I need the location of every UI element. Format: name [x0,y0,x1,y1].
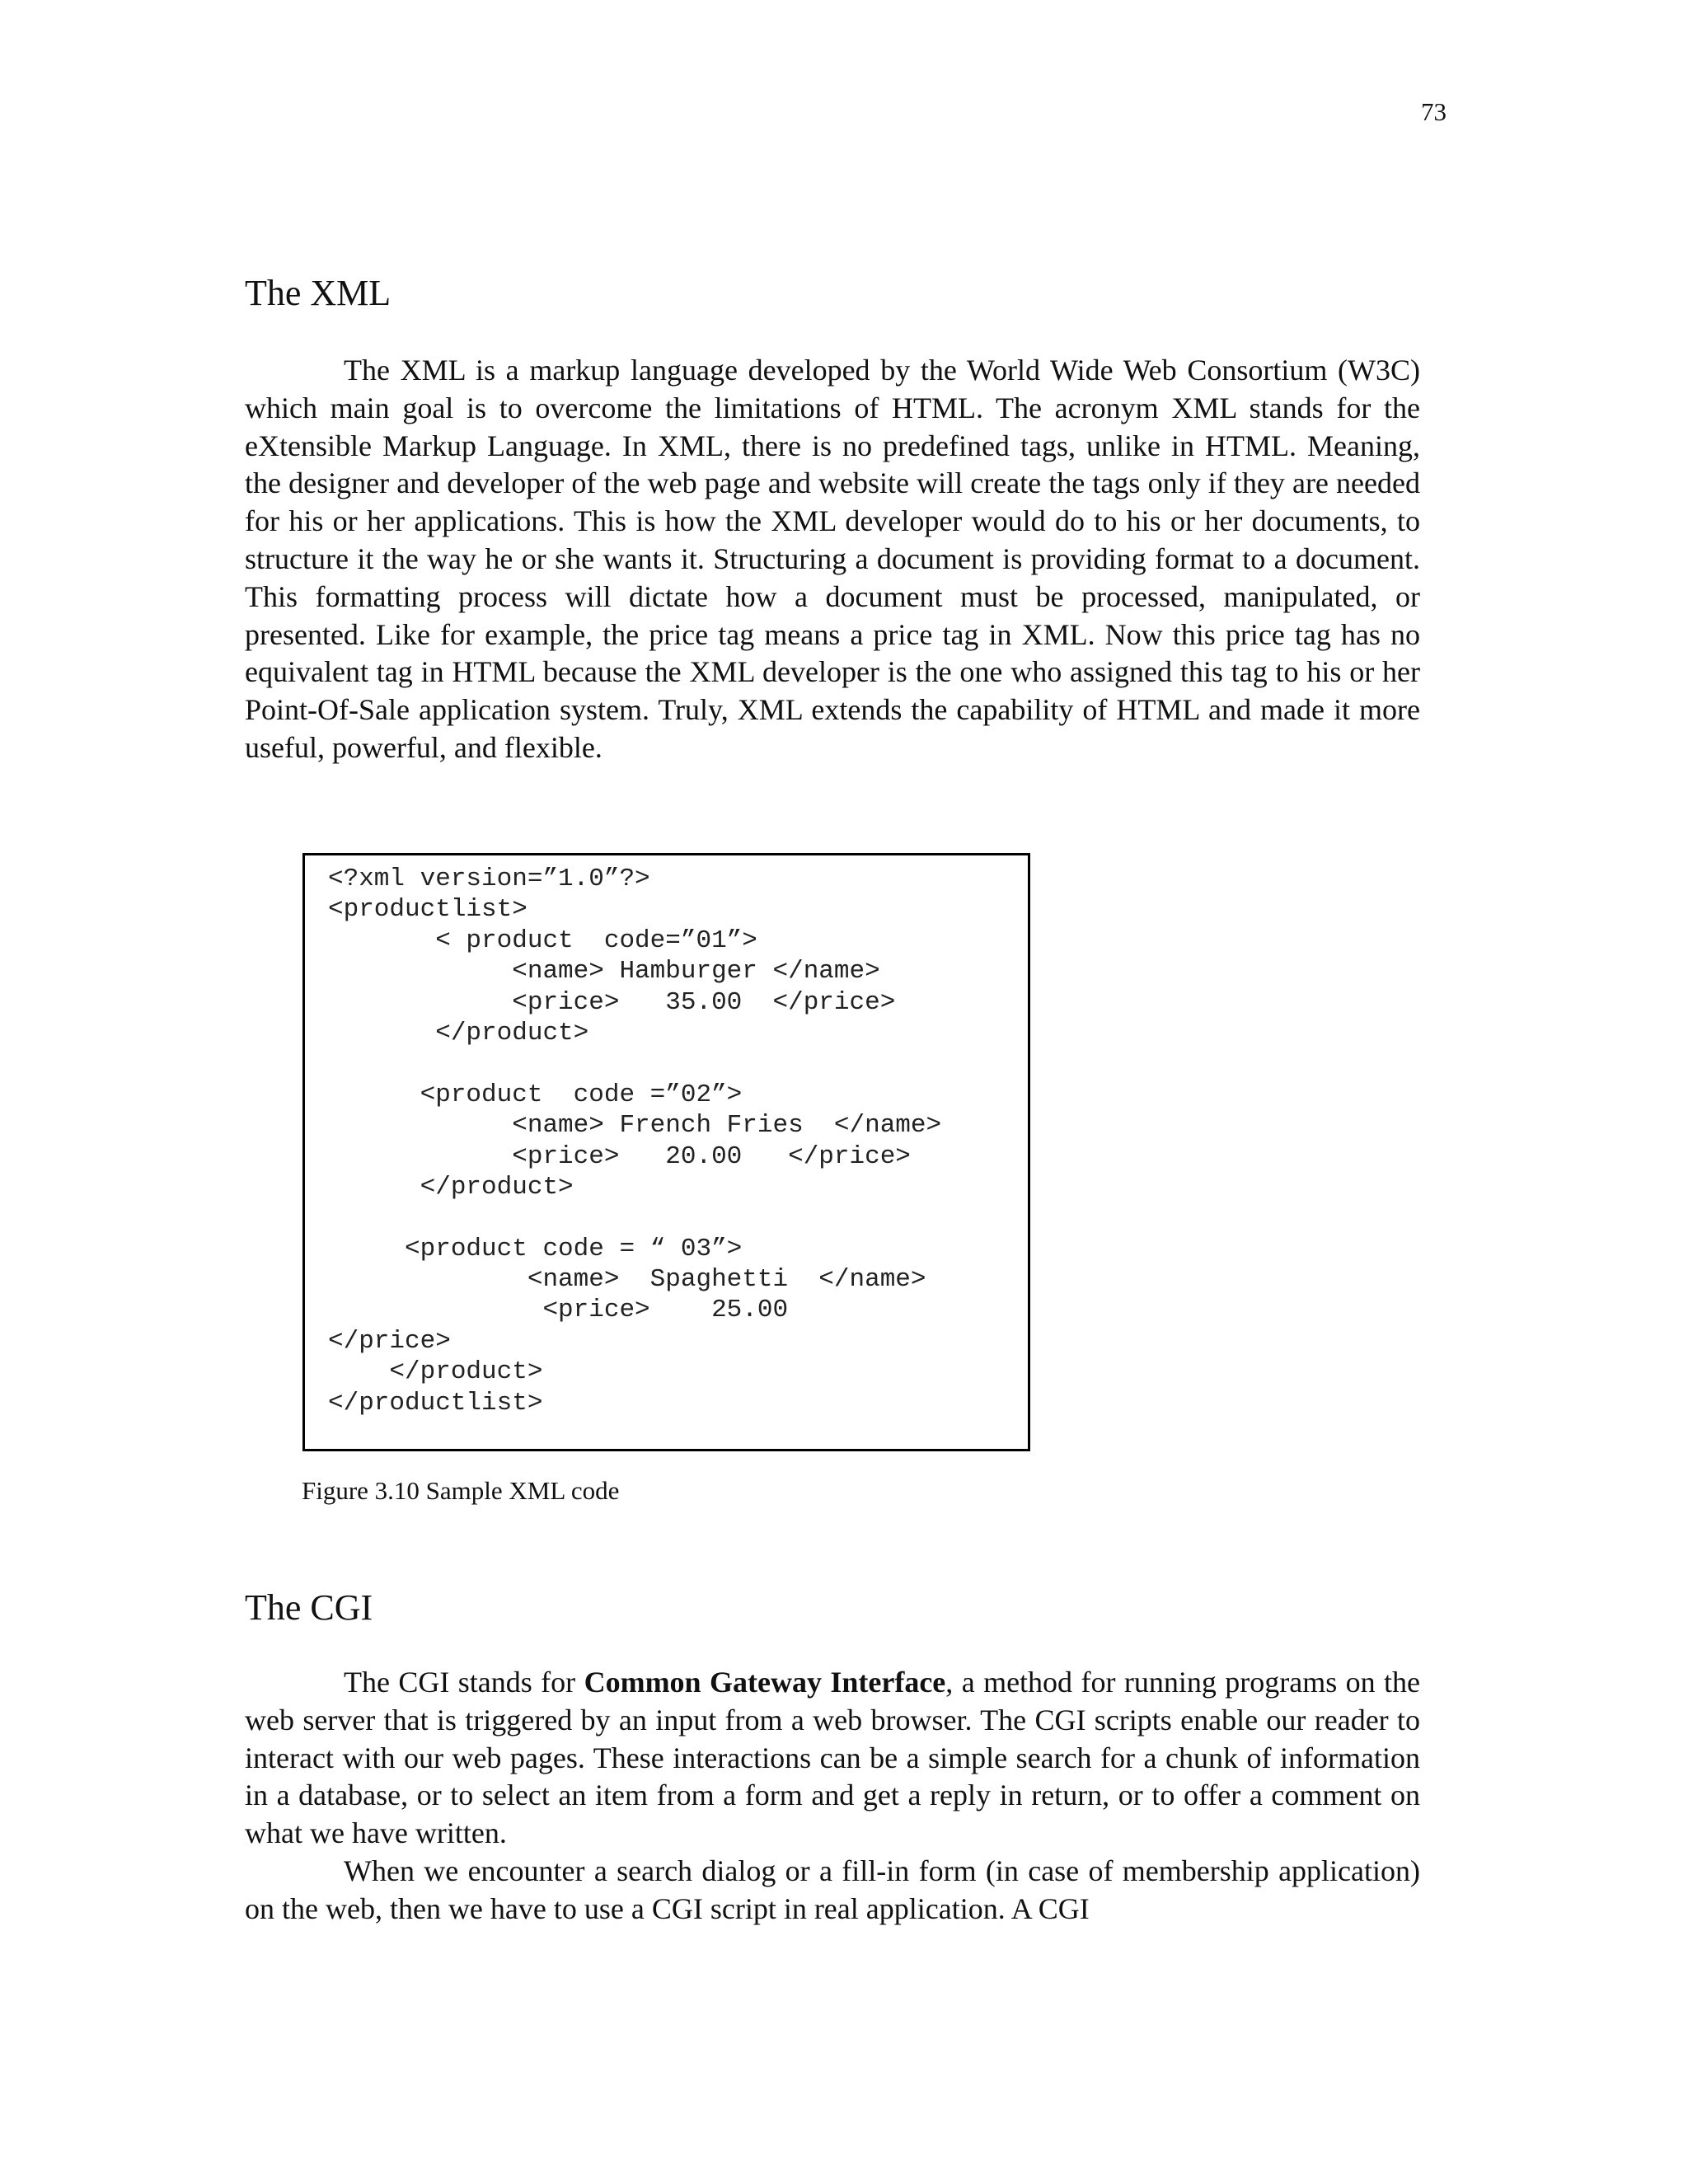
cgi-paragraph [245,1664,1420,1853]
code-line: </productlist> [328,1388,543,1418]
xml-paragraph: The XML is a markup language developed by the World Wide Web Consortium (W3C) which main goal is to overcome the limitations of HTML. The acronym XML stands for the eXtensible Markup Language. In XML, there is no predefined tags, unlike in HTML. Meaning, the designer and developer of the web page and website will create the tags only if they are needed for his or her applications. This is how the XML developer would do to his or her documents, to structure it the way he or she wants it. Structuring a document is providing format to a document. This formatting process will dictate how a document must be processed, manipulated, or presented. Like for example, the price tag means a price tag in XML. Now this price tag has no equivalent tag in HTML because the XML developer is the one who assigned this tag to his or her Point-Of-Sale application system. Truly, XML extends the capability of HTML and made it more useful, powerful, and flexible. [245,354,1420,764]
code-line: <?xml version=”1.0”?> [328,865,650,893]
code-line: </product> [328,1172,574,1202]
code-line [328,1202,941,1233]
code-line: </price> [328,1326,451,1356]
page-number: 73 [1421,97,1447,126]
code-line: <product code =”02”> [328,1080,743,1109]
code-line: < product code=”01”> [328,926,757,955]
code-lines [328,864,941,1418]
code-line: <productlist> [328,895,528,925]
code-line: </product> [328,1357,543,1387]
figure-caption: Figure 3.10 Sample XML code [302,1476,620,1505]
code-line: </product> [328,1018,589,1047]
code-line: <price> 35.00 </price> [328,987,896,1017]
code-line: <price> 25.00 [328,1296,789,1325]
code-line: <name> Spaghetti </name> [328,1265,926,1295]
section-heading-cgi: The CGI [245,1587,373,1628]
cgi-term-bold: Common Gateway Interface [584,1666,946,1699]
code-sample-box [302,853,1030,1451]
cgi-paragraph-text: The CGI stands for [344,1666,584,1699]
code-line [328,1048,941,1079]
code-line: <name> French Fries </name> [328,1111,942,1141]
code-line: <product code = “ 03”> [328,1234,743,1263]
cgi-paragraph-text: , a method for running programs on the web server that is triggered by an input from a web browser. The CGI scripts enable our reader to interact with our web pages. These interactions can be a simple search for a chunk of information in a database, or to select an item from a form and get a reply in return, or to offer a comment on what we have written. [245,1666,1420,1850]
section-heading-xml: The XML [245,273,392,313]
code-line: <price> 20.00 </price> [328,1141,911,1171]
cgi-paragraph-continued: When we encounter a search dialog or a fill-in form (in case of membership application) on the web, then we have to use a CGI script in real application. A CGI [245,1854,1420,1925]
code-line: <name> Hamburger </name> [328,957,880,987]
